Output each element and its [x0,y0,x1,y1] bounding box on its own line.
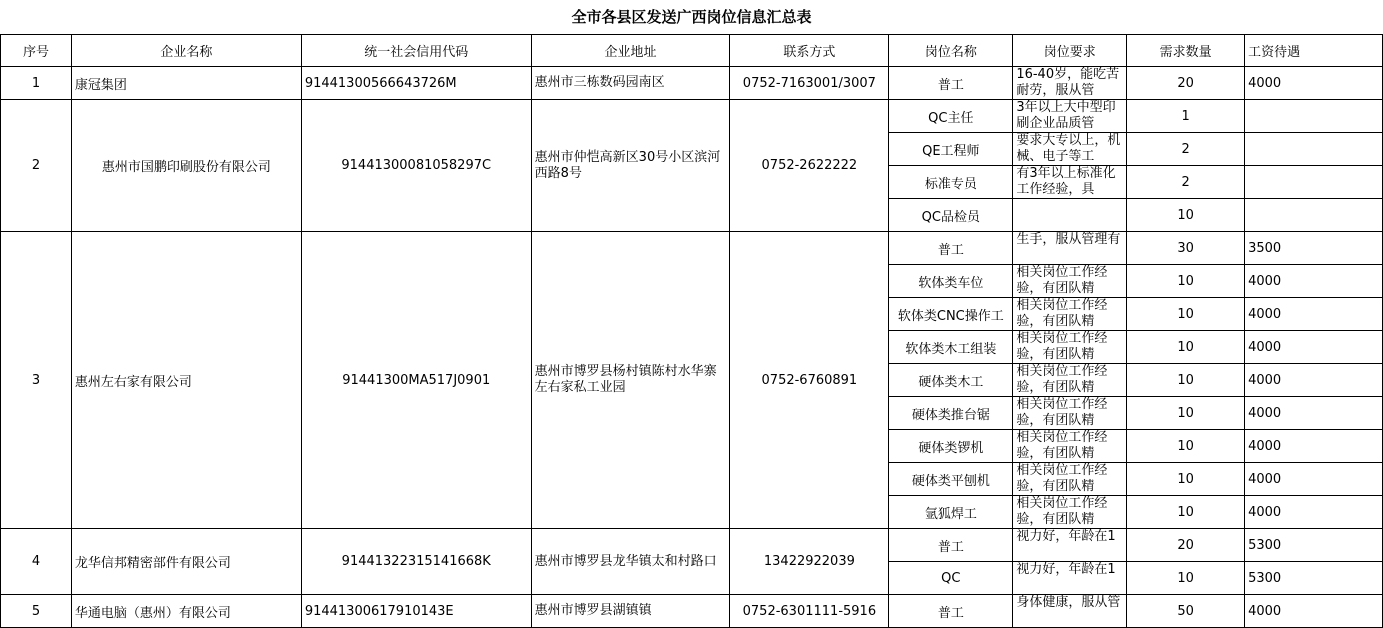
credit-code-cell[interactable]: 91441300081058297C [301,100,531,232]
quantity-cell[interactable]: 20 [1127,67,1245,100]
header-cell[interactable]: 序号 [1,35,72,67]
salary-cell[interactable]: 3500 [1245,232,1383,265]
salary-cell[interactable]: 4000 [1245,67,1383,100]
header-cell[interactable]: 需求数量 [1127,35,1245,67]
salary-cell[interactable] [1245,199,1383,232]
quantity-cell[interactable]: 10 [1127,265,1245,298]
header-cell[interactable]: 岗位名称 [889,35,1013,67]
header-row [1,35,1383,67]
job-requirement-text: 相关岗位工作经验，有团队精 [1016,298,1108,329]
contact-cell[interactable]: 0752-6760891 [730,232,889,529]
company-name-cell[interactable]: 惠州左右家有限公司 [71,232,301,529]
job-requirement-text: 相关岗位工作经验，有团队精 [1016,364,1108,395]
job-title-cell[interactable]: 硬体类平刨机 [889,463,1013,496]
quantity-cell[interactable]: 10 [1127,430,1245,463]
quantity-cell[interactable]: 10 [1127,496,1245,529]
salary-cell[interactable] [1245,166,1383,199]
company-name-cell[interactable]: 惠州市国鹏印刷股份有限公司 [71,100,301,232]
job-requirement-text: 相关岗位工作经验，有团队精 [1016,331,1108,362]
job-title-cell[interactable]: 普工 [889,595,1013,628]
header-cell[interactable]: 统一社会信用代码 [301,35,531,67]
job-requirement-cell[interactable] [1013,100,1127,133]
salary-cell[interactable] [1245,133,1383,166]
sheet-title: 全市各县区发送广西岗位信息汇总表 [571,8,812,26]
address-cell[interactable]: 惠州市博罗县杨村镇陈村水华寨左右家私工业园 [531,232,730,529]
job-requirement-text: 有3年以上标准化工作经验，具 [1016,166,1116,197]
quantity-cell[interactable]: 20 [1127,529,1245,562]
address-cell[interactable]: 惠州市仲恺高新区30号小区滨河西路8号 [531,100,730,232]
salary-cell[interactable]: 4000 [1245,265,1383,298]
company-name-cell[interactable]: 华通电脑（惠州）有限公司 [71,595,301,628]
job-requirement-text: 相关岗位工作经验，有团队精 [1016,463,1108,494]
job-requirement-cell[interactable] [1013,496,1127,529]
job-requirement-cell[interactable] [1013,562,1127,595]
row-number-cell[interactable]: 2 [1,100,72,232]
table-row [1,529,1383,562]
job-requirement-text: 相关岗位工作经验，有团队精 [1016,430,1108,461]
job-requirement-cell[interactable] [1013,364,1127,397]
job-requirement-text: 生手，服从管理有 [1016,232,1121,247]
contact-cell[interactable]: 0752-6301111-5916 [730,595,889,628]
table-row [1,100,1383,133]
job-requirement-cell[interactable] [1013,529,1127,562]
job-requirement-text: 3年以上大中型印刷企业品质管 [1016,100,1116,131]
salary-cell[interactable]: 4000 [1245,364,1383,397]
job-requirement-cell[interactable] [1013,265,1127,298]
quantity-cell[interactable]: 50 [1127,595,1245,628]
row-number-cell[interactable]: 1 [1,67,72,100]
header-cell[interactable]: 岗位要求 [1013,35,1127,67]
job-requirement-text: 视力好，年龄在1 [1016,562,1116,577]
contact-cell[interactable]: 13422922039 [730,529,889,595]
job-requirement-text: 视力好，年龄在1 [1016,529,1116,544]
salary-cell[interactable]: 5300 [1245,562,1383,595]
job-title-cell[interactable]: 硬体类锣机 [889,430,1013,463]
salary-cell[interactable]: 4000 [1245,595,1383,628]
job-requirement-cell[interactable] [1013,298,1127,331]
job-requirement-text: 身体健康，服从管 [1016,595,1121,610]
table-row [1,67,1383,100]
job-requirement-cell[interactable] [1013,463,1127,496]
job-requirement-text [1016,199,1123,231]
salary-cell[interactable]: 4000 [1245,463,1383,496]
job-requirement-cell[interactable] [1013,166,1127,199]
job-title-cell[interactable]: 普工 [889,232,1013,265]
job-requirement-cell[interactable] [1013,595,1127,628]
job-requirement-cell[interactable] [1013,430,1127,463]
quantity-cell[interactable]: 30 [1127,232,1245,265]
salary-cell[interactable]: 4000 [1245,430,1383,463]
quantity-cell[interactable]: 10 [1127,364,1245,397]
address-cell[interactable]: 惠州市博罗县龙华镇太和村路口 [531,529,730,595]
credit-code-cell[interactable]: 91441300617910143E [301,595,531,628]
salary-cell[interactable]: 5300 [1245,529,1383,562]
header-cell[interactable]: 工资待遇 [1245,35,1383,67]
row-number-cell[interactable]: 4 [1,529,72,595]
job-requirement-text: 相关岗位工作经验，有团队精 [1016,397,1108,428]
salary-cell[interactable] [1245,100,1383,133]
table-row [1,595,1383,628]
job-title-cell[interactable]: QC [889,562,1013,595]
job-requirement-text: 相关岗位工作经验，有团队精 [1016,265,1108,296]
credit-code-cell[interactable]: 91441300566643726M [301,67,531,100]
address-cell[interactable]: 惠州市博罗县湖镇镇 [531,595,730,628]
job-title-cell[interactable]: 硬体类木工 [889,364,1013,397]
job-title-cell[interactable]: QC主任 [889,100,1013,133]
job-title-cell[interactable]: 软体类CNC操作工 [889,298,1013,331]
job-title-cell[interactable]: QC品检员 [889,199,1013,232]
salary-cell[interactable]: 4000 [1245,331,1383,364]
header-cell[interactable]: 联系方式 [730,35,889,67]
job-requirement-text: 要求大专以上，机械、电子等工 [1016,133,1121,164]
job-requirement-cell[interactable] [1013,133,1127,166]
quantity-cell[interactable]: 10 [1127,331,1245,364]
job-requirement-cell[interactable] [1013,331,1127,364]
job-table [0,34,1383,628]
credit-code-cell[interactable]: 91441322315141668K [301,529,531,595]
quantity-cell[interactable]: 1 [1127,100,1245,133]
job-requirement-text: 相关岗位工作经验，有团队精 [1016,496,1108,527]
job-requirement-cell[interactable] [1013,397,1127,430]
quantity-cell[interactable]: 10 [1127,562,1245,595]
address-cell[interactable]: 惠州市三栋数码园南区 [531,67,730,100]
salary-cell[interactable]: 4000 [1245,496,1383,529]
quantity-cell[interactable]: 10 [1127,199,1245,232]
quantity-cell[interactable]: 2 [1127,133,1245,166]
job-title-cell[interactable]: 普工 [889,529,1013,562]
quantity-cell[interactable]: 10 [1127,463,1245,496]
table-row [1,232,1383,265]
job-requirement-cell[interactable] [1013,199,1127,232]
salary-cell[interactable]: 4000 [1245,298,1383,331]
row-number-cell[interactable]: 3 [1,232,72,529]
company-name-cell[interactable]: 龙华信邦精密部件有限公司 [71,529,301,595]
job-title-cell[interactable]: 普工 [889,67,1013,100]
company-name-cell[interactable]: 康冠集团 [71,67,301,100]
quantity-cell[interactable]: 2 [1127,166,1245,199]
job-title-cell[interactable]: 硬体类推台锯 [889,397,1013,430]
job-title-cell[interactable]: 软体类车位 [889,265,1013,298]
job-requirement-cell[interactable] [1013,67,1127,100]
job-requirement-cell[interactable] [1013,232,1127,265]
row-number-cell[interactable]: 5 [1,595,72,628]
contact-cell[interactable]: 0752-7163001/3007 [730,67,889,100]
header-cell[interactable]: 企业名称 [71,35,301,67]
quantity-cell[interactable]: 10 [1127,298,1245,331]
job-title-cell[interactable]: 标准专员 [889,166,1013,199]
job-title-cell[interactable]: 软体类木工组装 [889,331,1013,364]
job-requirement-text: 16-40岁，能吃苦耐劳，服从管 [1016,67,1120,98]
credit-code-cell[interactable]: 91441300MA517J0901 [301,232,531,529]
header-cell[interactable]: 企业地址 [531,35,730,67]
salary-cell[interactable]: 4000 [1245,397,1383,430]
job-title-cell[interactable]: 氩狐焊工 [889,496,1013,529]
quantity-cell[interactable]: 10 [1127,397,1245,430]
job-title-cell[interactable]: QE工程师 [889,133,1013,166]
contact-cell[interactable]: 0752-2622222 [730,100,889,232]
